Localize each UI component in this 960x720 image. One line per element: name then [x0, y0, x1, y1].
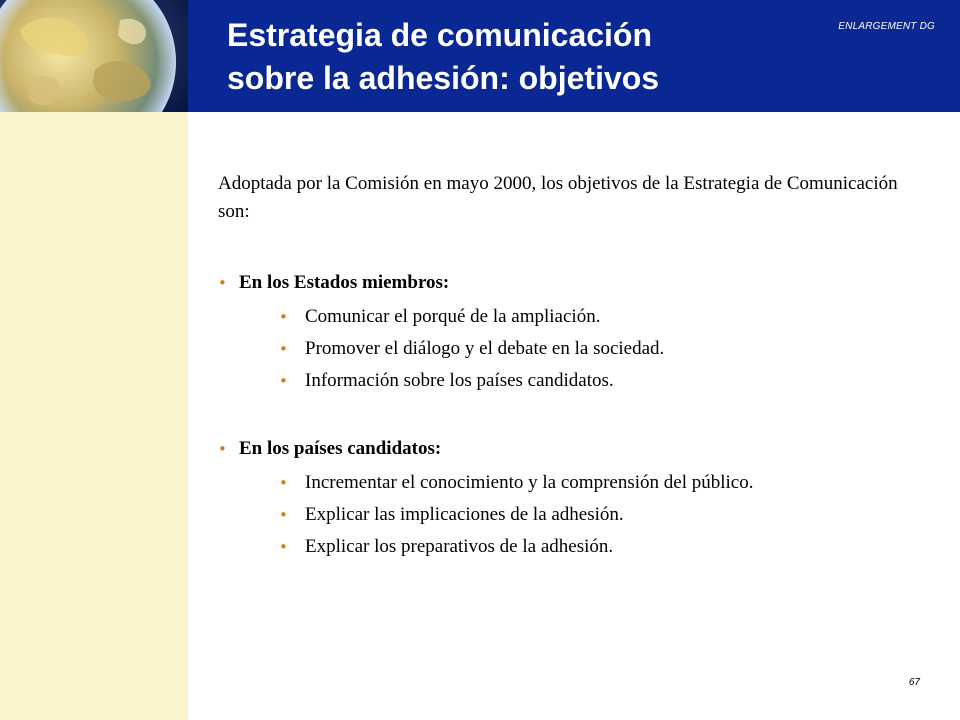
list-item	[218, 504, 918, 536]
list-item-text: Explicar los preparativos de la adhesión.	[305, 536, 614, 557]
section-heading-text: En los países candidatos:	[239, 438, 442, 459]
section-candidate-countries	[218, 438, 918, 568]
objective-list	[218, 306, 918, 402]
bullet-icon: •	[279, 340, 288, 358]
bullet-icon: •	[279, 372, 288, 390]
objective-list	[218, 472, 918, 568]
slide-title	[227, 14, 659, 100]
globe-icon	[0, 0, 188, 112]
section-heading-text: En los Estados miembros:	[239, 272, 450, 293]
list-item	[218, 338, 918, 370]
list-item	[218, 472, 918, 504]
page-number: 67	[908, 677, 920, 688]
list-item-text: Comunicar el porqué de la ampliación.	[305, 306, 601, 327]
list-item	[218, 370, 918, 402]
list-item-text: Información sobre los países candidatos.	[305, 370, 614, 391]
bullet-icon: •	[218, 440, 227, 458]
section-member-states	[218, 272, 918, 402]
bullet-icon: •	[279, 506, 288, 524]
section-heading	[218, 272, 918, 302]
bullet-icon: •	[279, 474, 288, 492]
bullet-icon: •	[279, 308, 288, 326]
globe-image	[0, 0, 188, 112]
bullet-icon: •	[279, 538, 288, 556]
slide-title-line-1: Estrategia de comunicación	[227, 17, 653, 53]
list-item	[218, 536, 918, 568]
intro-paragraph: Adoptada por la Comisión en mayo 2000, los objetivos de la Estrategia de Comunicación son:	[218, 173, 898, 222]
section-heading	[218, 438, 918, 468]
list-item	[218, 306, 918, 338]
list-item-text: Incrementar el conocimiento y la comprensión del público.	[305, 472, 754, 493]
slide-title-line-2: sobre la adhesión: objetivos	[227, 60, 660, 96]
list-item-text: Promover el diálogo y el debate en la sociedad.	[305, 338, 665, 359]
department-label: ENLARGEMENT DG	[838, 21, 935, 32]
list-item-text: Explicar las implicaciones de la adhesión.	[305, 504, 624, 525]
bullet-icon: •	[218, 274, 227, 292]
